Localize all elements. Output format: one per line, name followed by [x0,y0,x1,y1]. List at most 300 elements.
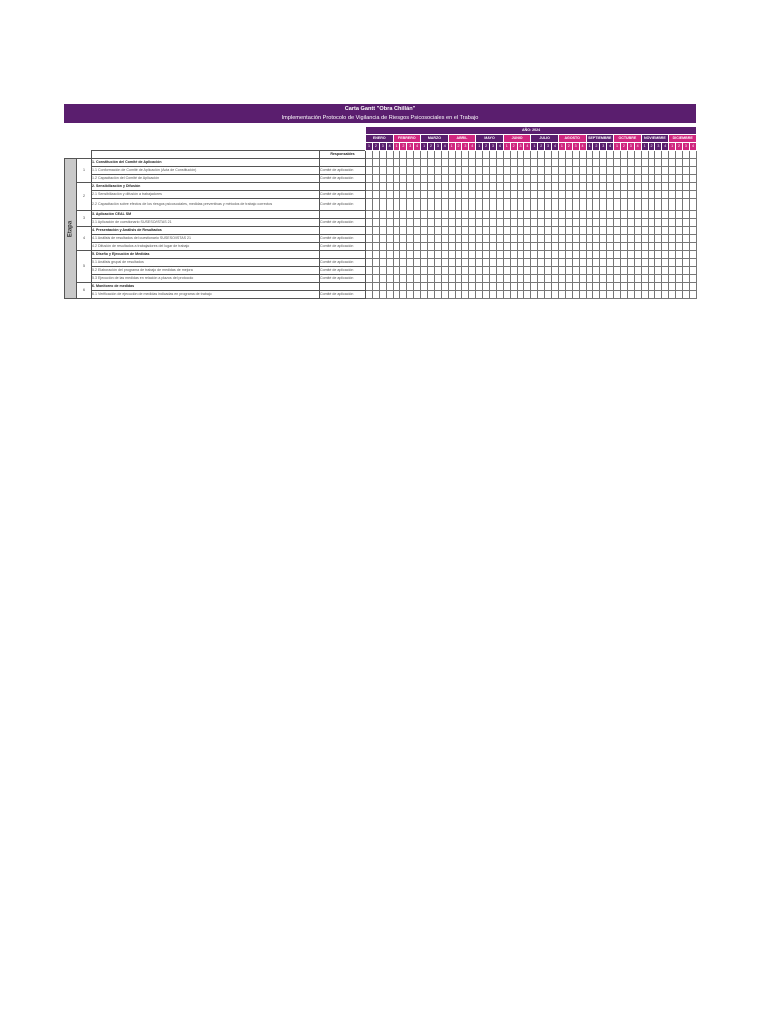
schedule-cell[interactable] [572,167,579,175]
schedule-cell[interactable] [586,191,593,199]
schedule-cell[interactable] [476,211,483,219]
schedule-cell[interactable] [510,199,517,211]
schedule-cell[interactable] [441,267,448,275]
schedule-cell[interactable] [524,151,531,159]
schedule-cell[interactable] [600,219,607,227]
schedule-cell[interactable] [593,199,600,211]
schedule-cell[interactable] [490,191,497,199]
schedule-cell[interactable] [455,243,462,251]
schedule-cell[interactable] [669,227,676,235]
schedule-cell[interactable] [682,235,689,243]
schedule-cell[interactable] [421,219,428,227]
schedule-cell[interactable] [565,283,572,291]
schedule-cell[interactable] [400,199,407,211]
schedule-cell[interactable] [614,251,621,259]
schedule-cell[interactable] [441,199,448,211]
schedule-cell[interactable] [538,175,545,183]
schedule-cell[interactable] [676,211,683,219]
schedule-cell[interactable] [366,183,373,191]
schedule-cell[interactable] [620,175,627,183]
schedule-cell[interactable] [531,267,538,275]
schedule-cell[interactable] [490,267,497,275]
schedule-cell[interactable] [441,211,448,219]
schedule-cell[interactable] [434,291,441,299]
schedule-cell[interactable] [421,275,428,283]
schedule-cell[interactable] [476,291,483,299]
schedule-cell[interactable] [407,243,414,251]
schedule-cell[interactable] [689,259,696,267]
schedule-cell[interactable] [614,199,621,211]
schedule-cell[interactable] [421,151,428,159]
schedule-cell[interactable] [379,159,386,167]
schedule-cell[interactable] [476,151,483,159]
schedule-cell[interactable] [434,191,441,199]
schedule-cell[interactable] [455,283,462,291]
schedule-cell[interactable] [620,151,627,159]
schedule-cell[interactable] [490,175,497,183]
schedule-cell[interactable] [627,175,634,183]
schedule-cell[interactable] [689,151,696,159]
schedule-cell[interactable] [421,227,428,235]
schedule-cell[interactable] [400,275,407,283]
schedule-cell[interactable] [689,183,696,191]
schedule-cell[interactable] [614,243,621,251]
schedule-cell[interactable] [483,259,490,267]
schedule-cell[interactable] [607,251,614,259]
schedule-cell[interactable] [627,167,634,175]
schedule-cell[interactable] [510,191,517,199]
schedule-cell[interactable] [662,283,669,291]
schedule-cell[interactable] [462,183,469,191]
schedule-cell[interactable] [441,275,448,283]
schedule-cell[interactable] [448,191,455,199]
schedule-cell[interactable] [462,251,469,259]
schedule-cell[interactable] [400,267,407,275]
schedule-cell[interactable] [379,175,386,183]
schedule-cell[interactable] [421,259,428,267]
schedule-cell[interactable] [558,151,565,159]
schedule-cell[interactable] [572,211,579,219]
schedule-cell[interactable] [434,219,441,227]
schedule-cell[interactable] [531,235,538,243]
schedule-cell[interactable] [428,251,435,259]
schedule-cell[interactable] [545,267,552,275]
schedule-cell[interactable] [669,275,676,283]
schedule-cell[interactable] [545,283,552,291]
schedule-cell[interactable] [462,227,469,235]
schedule-cell[interactable] [372,167,379,175]
schedule-cell[interactable] [434,275,441,283]
schedule-cell[interactable] [669,183,676,191]
schedule-cell[interactable] [627,291,634,299]
schedule-cell[interactable] [627,199,634,211]
schedule-cell[interactable] [476,191,483,199]
schedule-cell[interactable] [558,275,565,283]
schedule-cell[interactable] [641,167,648,175]
schedule-cell[interactable] [441,227,448,235]
schedule-cell[interactable] [586,167,593,175]
schedule-cell[interactable] [558,167,565,175]
schedule-cell[interactable] [524,243,531,251]
schedule-cell[interactable] [627,183,634,191]
schedule-cell[interactable] [600,267,607,275]
schedule-cell[interactable] [579,243,586,251]
schedule-cell[interactable] [676,243,683,251]
schedule-cell[interactable] [462,159,469,167]
schedule-cell[interactable] [455,235,462,243]
schedule-cell[interactable] [572,275,579,283]
schedule-cell[interactable] [676,267,683,275]
schedule-cell[interactable] [607,235,614,243]
schedule-cell[interactable] [448,219,455,227]
schedule-cell[interactable] [662,227,669,235]
schedule-cell[interactable] [393,183,400,191]
schedule-cell[interactable] [655,199,662,211]
schedule-cell[interactable] [517,211,524,219]
schedule-cell[interactable] [655,227,662,235]
schedule-cell[interactable] [593,191,600,199]
schedule-cell[interactable] [662,159,669,167]
schedule-cell[interactable] [414,267,421,275]
schedule-cell[interactable] [490,235,497,243]
schedule-cell[interactable] [483,219,490,227]
schedule-cell[interactable] [469,183,476,191]
schedule-cell[interactable] [627,191,634,199]
schedule-cell[interactable] [689,251,696,259]
schedule-cell[interactable] [558,243,565,251]
schedule-cell[interactable] [586,199,593,211]
schedule-cell[interactable] [400,291,407,299]
schedule-cell[interactable] [483,159,490,167]
schedule-cell[interactable] [414,199,421,211]
schedule-cell[interactable] [379,283,386,291]
schedule-cell[interactable] [593,251,600,259]
schedule-cell[interactable] [579,167,586,175]
schedule-cell[interactable] [689,291,696,299]
schedule-cell[interactable] [503,267,510,275]
schedule-cell[interactable] [524,283,531,291]
schedule-cell[interactable] [593,175,600,183]
schedule-cell[interactable] [593,291,600,299]
schedule-cell[interactable] [648,251,655,259]
schedule-cell[interactable] [586,259,593,267]
schedule-cell[interactable] [366,251,373,259]
schedule-cell[interactable] [682,283,689,291]
schedule-cell[interactable] [510,211,517,219]
schedule-cell[interactable] [627,227,634,235]
schedule-cell[interactable] [510,167,517,175]
schedule-cell[interactable] [469,291,476,299]
schedule-cell[interactable] [662,175,669,183]
schedule-cell[interactable] [641,283,648,291]
schedule-cell[interactable] [462,199,469,211]
schedule-cell[interactable] [538,235,545,243]
schedule-cell[interactable] [386,167,393,175]
schedule-cell[interactable] [372,199,379,211]
schedule-cell[interactable] [614,191,621,199]
schedule-cell[interactable] [483,235,490,243]
schedule-cell[interactable] [558,291,565,299]
schedule-cell[interactable] [648,151,655,159]
schedule-cell[interactable] [366,235,373,243]
schedule-cell[interactable] [441,243,448,251]
schedule-cell[interactable] [503,251,510,259]
schedule-cell[interactable] [669,259,676,267]
schedule-cell[interactable] [503,259,510,267]
schedule-cell[interactable] [428,175,435,183]
schedule-cell[interactable] [372,175,379,183]
schedule-cell[interactable] [510,267,517,275]
schedule-cell[interactable] [634,267,641,275]
schedule-cell[interactable] [462,267,469,275]
schedule-cell[interactable] [386,291,393,299]
schedule-cell[interactable] [531,211,538,219]
schedule-cell[interactable] [448,159,455,167]
schedule-cell[interactable] [524,175,531,183]
schedule-cell[interactable] [620,191,627,199]
schedule-cell[interactable] [552,175,559,183]
schedule-cell[interactable] [400,167,407,175]
schedule-cell[interactable] [552,199,559,211]
schedule-cell[interactable] [517,227,524,235]
schedule-cell[interactable] [593,283,600,291]
schedule-cell[interactable] [524,291,531,299]
schedule-cell[interactable] [496,167,503,175]
schedule-cell[interactable] [421,211,428,219]
schedule-cell[interactable] [462,291,469,299]
schedule-cell[interactable] [538,267,545,275]
schedule-cell[interactable] [366,219,373,227]
schedule-cell[interactable] [510,235,517,243]
schedule-cell[interactable] [572,243,579,251]
schedule-cell[interactable] [552,151,559,159]
schedule-cell[interactable] [641,175,648,183]
schedule-cell[interactable] [669,267,676,275]
schedule-cell[interactable] [455,251,462,259]
schedule-cell[interactable] [366,291,373,299]
schedule-cell[interactable] [414,167,421,175]
schedule-cell[interactable] [407,211,414,219]
schedule-cell[interactable] [641,227,648,235]
schedule-cell[interactable] [517,259,524,267]
schedule-cell[interactable] [524,275,531,283]
schedule-cell[interactable] [428,283,435,291]
schedule-cell[interactable] [483,283,490,291]
schedule-cell[interactable] [593,159,600,167]
schedule-cell[interactable] [414,251,421,259]
schedule-cell[interactable] [689,243,696,251]
schedule-cell[interactable] [400,183,407,191]
schedule-cell[interactable] [538,291,545,299]
schedule-cell[interactable] [441,191,448,199]
schedule-cell[interactable] [552,275,559,283]
schedule-cell[interactable] [600,259,607,267]
schedule-cell[interactable] [469,219,476,227]
schedule-cell[interactable] [476,159,483,167]
schedule-cell[interactable] [510,291,517,299]
schedule-cell[interactable] [483,151,490,159]
schedule-cell[interactable] [510,275,517,283]
schedule-cell[interactable] [407,251,414,259]
schedule-cell[interactable] [593,211,600,219]
schedule-cell[interactable] [552,243,559,251]
schedule-cell[interactable] [620,167,627,175]
schedule-cell[interactable] [455,275,462,283]
schedule-cell[interactable] [476,227,483,235]
schedule-cell[interactable] [641,183,648,191]
schedule-cell[interactable] [379,211,386,219]
schedule-cell[interactable] [689,159,696,167]
schedule-cell[interactable] [469,243,476,251]
schedule-cell[interactable] [627,251,634,259]
schedule-cell[interactable] [620,259,627,267]
schedule-cell[interactable] [641,191,648,199]
schedule-cell[interactable] [448,211,455,219]
schedule-cell[interactable] [545,243,552,251]
schedule-cell[interactable] [682,199,689,211]
schedule-cell[interactable] [614,159,621,167]
schedule-cell[interactable] [393,211,400,219]
schedule-cell[interactable] [407,199,414,211]
schedule-cell[interactable] [414,283,421,291]
schedule-cell[interactable] [455,167,462,175]
schedule-cell[interactable] [428,235,435,243]
schedule-cell[interactable] [517,219,524,227]
schedule-cell[interactable] [545,191,552,199]
schedule-cell[interactable] [565,243,572,251]
schedule-cell[interactable] [496,199,503,211]
schedule-cell[interactable] [634,291,641,299]
schedule-cell[interactable] [496,159,503,167]
schedule-cell[interactable] [421,283,428,291]
schedule-cell[interactable] [620,291,627,299]
schedule-cell[interactable] [400,191,407,199]
schedule-cell[interactable] [524,167,531,175]
schedule-cell[interactable] [641,235,648,243]
schedule-cell[interactable] [414,151,421,159]
schedule-cell[interactable] [476,267,483,275]
schedule-cell[interactable] [386,227,393,235]
schedule-cell[interactable] [510,283,517,291]
schedule-cell[interactable] [366,191,373,199]
schedule-cell[interactable] [634,283,641,291]
schedule-cell[interactable] [558,219,565,227]
schedule-cell[interactable] [538,219,545,227]
schedule-cell[interactable] [372,275,379,283]
schedule-cell[interactable] [634,251,641,259]
schedule-cell[interactable] [510,159,517,167]
schedule-cell[interactable] [483,267,490,275]
schedule-cell[interactable] [614,183,621,191]
schedule-cell[interactable] [545,199,552,211]
schedule-cell[interactable] [496,267,503,275]
schedule-cell[interactable] [572,175,579,183]
schedule-cell[interactable] [441,251,448,259]
schedule-cell[interactable] [682,211,689,219]
schedule-cell[interactable] [379,291,386,299]
schedule-cell[interactable] [627,159,634,167]
schedule-cell[interactable] [428,199,435,211]
schedule-cell[interactable] [524,183,531,191]
schedule-cell[interactable] [483,191,490,199]
schedule-cell[interactable] [655,235,662,243]
schedule-cell[interactable] [428,227,435,235]
schedule-cell[interactable] [469,191,476,199]
schedule-cell[interactable] [496,275,503,283]
schedule-cell[interactable] [476,199,483,211]
schedule-cell[interactable] [586,283,593,291]
schedule-cell[interactable] [586,275,593,283]
schedule-cell[interactable] [586,183,593,191]
schedule-cell[interactable] [393,235,400,243]
schedule-cell[interactable] [517,159,524,167]
schedule-cell[interactable] [682,167,689,175]
schedule-cell[interactable] [379,219,386,227]
schedule-cell[interactable] [600,199,607,211]
schedule-cell[interactable] [676,275,683,283]
schedule-cell[interactable] [634,243,641,251]
schedule-cell[interactable] [531,219,538,227]
schedule-cell[interactable] [386,275,393,283]
schedule-cell[interactable] [510,251,517,259]
schedule-cell[interactable] [455,259,462,267]
schedule-cell[interactable] [462,151,469,159]
schedule-cell[interactable] [682,159,689,167]
schedule-cell[interactable] [469,211,476,219]
schedule-cell[interactable] [676,251,683,259]
schedule-cell[interactable] [620,243,627,251]
schedule-cell[interactable] [662,275,669,283]
schedule-cell[interactable] [676,291,683,299]
schedule-cell[interactable] [407,275,414,283]
schedule-cell[interactable] [366,259,373,267]
schedule-cell[interactable] [600,151,607,159]
schedule-cell[interactable] [414,191,421,199]
schedule-cell[interactable] [503,211,510,219]
schedule-cell[interactable] [669,243,676,251]
schedule-cell[interactable] [372,243,379,251]
schedule-cell[interactable] [379,243,386,251]
schedule-cell[interactable] [496,183,503,191]
schedule-cell[interactable] [689,275,696,283]
schedule-cell[interactable] [393,199,400,211]
schedule-cell[interactable] [407,267,414,275]
schedule-cell[interactable] [517,183,524,191]
schedule-cell[interactable] [434,227,441,235]
schedule-cell[interactable] [538,283,545,291]
schedule-cell[interactable] [676,167,683,175]
schedule-cell[interactable] [579,159,586,167]
schedule-cell[interactable] [572,291,579,299]
schedule-cell[interactable] [393,251,400,259]
schedule-cell[interactable] [634,191,641,199]
schedule-cell[interactable] [448,235,455,243]
schedule-cell[interactable] [393,191,400,199]
schedule-cell[interactable] [669,235,676,243]
schedule-cell[interactable] [407,191,414,199]
schedule-cell[interactable] [641,199,648,211]
schedule-cell[interactable] [565,151,572,159]
schedule-cell[interactable] [669,159,676,167]
schedule-cell[interactable] [565,259,572,267]
schedule-cell[interactable] [386,235,393,243]
schedule-cell[interactable] [662,267,669,275]
schedule-cell[interactable] [689,167,696,175]
schedule-cell[interactable] [607,291,614,299]
schedule-cell[interactable] [545,183,552,191]
schedule-cell[interactable] [441,151,448,159]
schedule-cell[interactable] [366,243,373,251]
